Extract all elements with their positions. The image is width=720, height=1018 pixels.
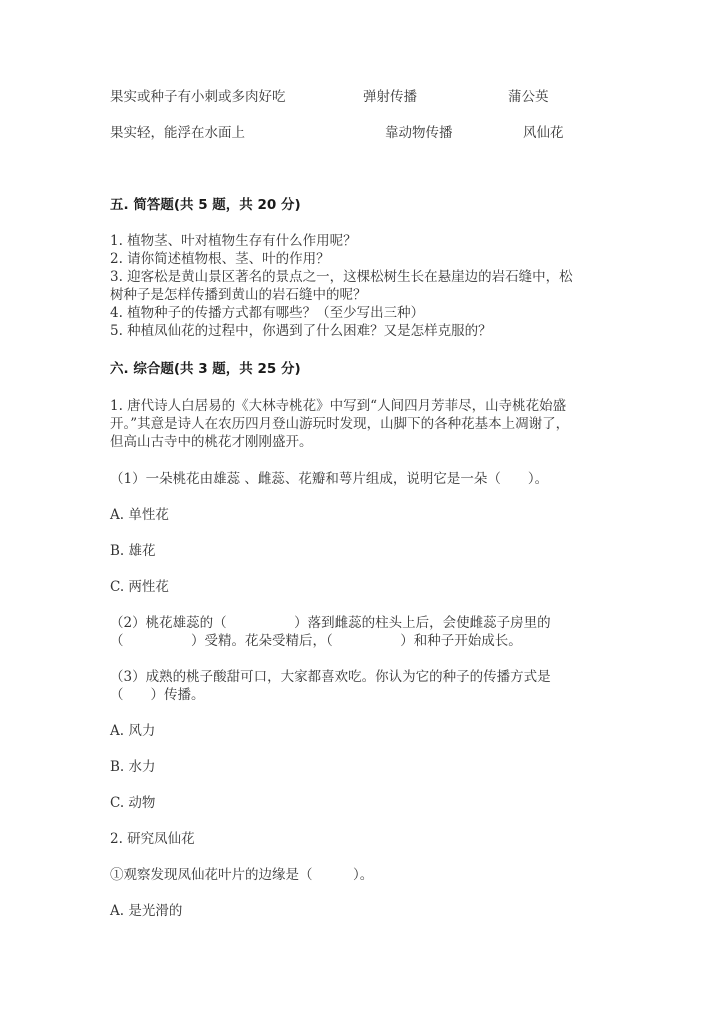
short-answer-q1: 1. 植物茎、叶对植物生存有什么作用呢？ — [110, 233, 357, 249]
q2-title: 2. 研究凤仙花 — [110, 831, 195, 847]
section5-questions — [110, 232, 610, 340]
q1-sub1-option-a: A. 单性花 — [110, 507, 169, 523]
q1-sub2 — [110, 614, 610, 650]
section5-heading: 五. 简答题(共 5 题，共 20 分) — [110, 197, 301, 213]
match-feature-1: 果实或种子有小刺或多肉好吃 — [110, 89, 286, 105]
q1-sub3-option-a: A. 风力 — [110, 723, 156, 739]
match-feature-2: 果实轻，能浮在水面上 — [110, 125, 245, 141]
q2-sub1-text: ①观察发现凤仙花叶片的边缘是（ ）。 — [110, 867, 374, 883]
short-answer-q4: 4. 植物种子的传播方式都有哪些？（至少写出三种） — [110, 305, 425, 321]
q1-intro-line3: 但高山古寺中的桃花才刚刚盛开。 — [110, 434, 313, 450]
q1-sub1-option-c: C. 两性花 — [110, 579, 169, 595]
q1-intro-line2: 开。”其意是诗人在农历四月登山游玩时发现，山脚下的各种花基本上凋谢了， — [110, 416, 570, 432]
q1-intro-line1: 1. 唐代诗人白居易的《大林寺桃花》中写到“人间四月芳菲尽，山寺桃花始盛 — [110, 398, 567, 414]
match-method-2: 靠动物传播 — [385, 125, 453, 141]
short-answer-q3-line1: 3. 迎客松是黄山景区著名的景点之一，这棵松树生长在悬崖边的岩石缝中，松 — [110, 269, 573, 285]
q2-sub1-option-a: A. 是光滑的 — [110, 903, 183, 919]
q1-sub3 — [110, 668, 610, 704]
q1-sub3-option-c: C. 动物 — [110, 795, 156, 811]
q1-sub2-line1: （2）桃花雄蕊的（ ）落到雌蕊的柱头上后，会使雌蕊子房里的 — [110, 615, 551, 631]
section6-heading: 六. 综合题(共 3 题，共 25 分) — [110, 361, 301, 377]
q1-sub3-line2: （ ）传播。 — [110, 687, 205, 703]
short-answer-q3-line2: 树种子是怎样传播到黄山的岩石缝中的呢？ — [110, 287, 367, 303]
q1-sub2-line2: （ ）受精。花朵受精后，（ ）和种子开始成长。 — [110, 633, 522, 649]
q1-intro — [110, 397, 610, 451]
match-method-1: 弹射传播 — [363, 89, 417, 105]
short-answer-q2: 2. 请你简述植物根、茎、叶的作用？ — [110, 251, 330, 267]
match-plant-2: 风仙花 — [523, 125, 564, 141]
match-plant-1: 蒲公英 — [508, 89, 549, 105]
q1-sub1-text: （1）一朵桃花由雄蕊 、雌蕊、花瓣和萼片组成，说明它是一朵（ ）。 — [110, 471, 549, 487]
q1-sub3-option-b: B. 水力 — [110, 759, 156, 775]
q1-sub1-option-b: B. 雄花 — [110, 543, 156, 559]
short-answer-q5: 5. 种植凤仙花的过程中，你遇到了什么困难？又是怎样克服的？ — [110, 323, 492, 339]
q1-sub3-line1: （3）成熟的桃子酸甜可口，大家都喜欢吃。你认为它的种子的传播方式是 — [110, 669, 551, 685]
